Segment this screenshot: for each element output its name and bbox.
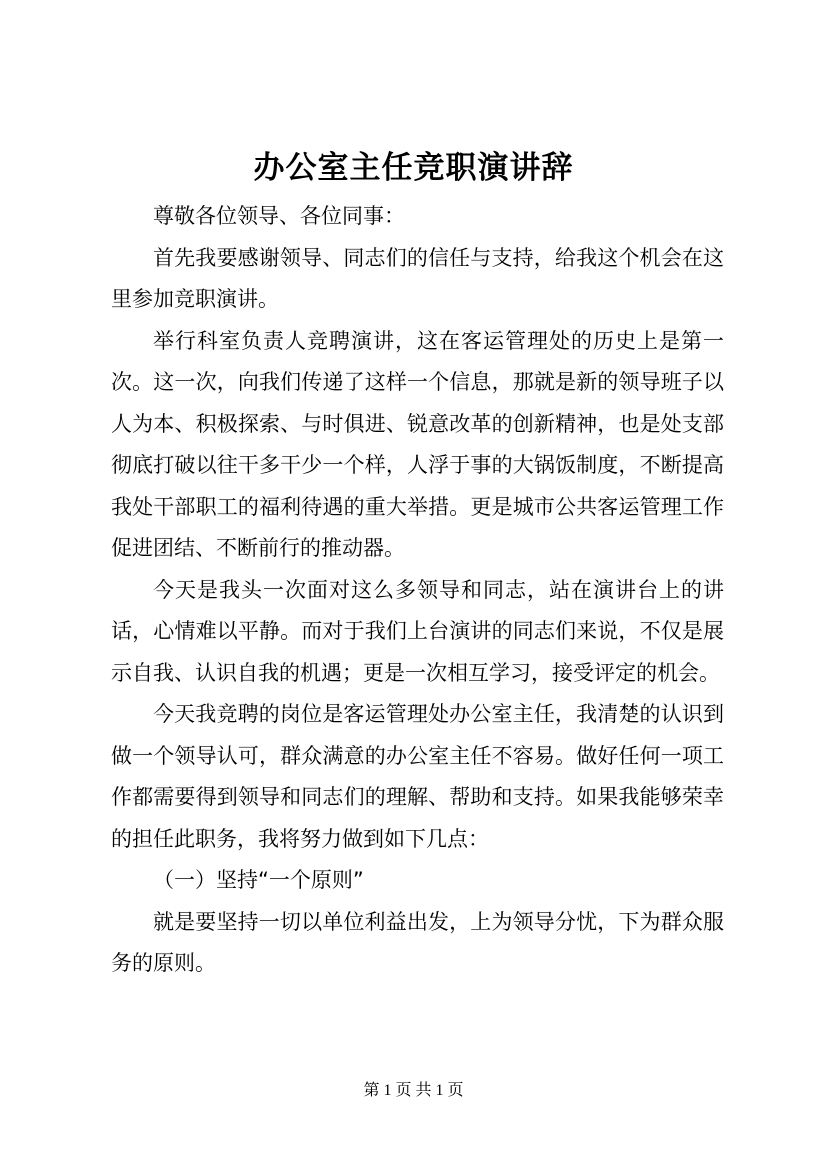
paragraph-thanks: 首先我要感谢领导、同志们的信任与支持，给我这个机会在这里参加竞职演讲。 (111, 245, 724, 311)
paragraph-significance: 举行科室负责人竞聘演讲，这在客运管理处的历史上是第一次。这一次，向我们传递了这样一个信息，那就是新的领导班子以人为本、积极探索、与时俱进、锐意改革的创新精神，也是处支部彻底打破以往干多干少一个样，人浮于事的大锅饭制度，不断提高我处干部职工的福利待遇的重大举措。更是城市公共客运管理工作促进团结、不断前行的推动器。 (111, 328, 724, 560)
section-heading-principle: （一）坚持“一个原则” (153, 868, 364, 892)
paragraph-principle: 就是要坚持一切以单位利益出发，上为领导分忧，下为群众服务的原则。 (111, 909, 724, 975)
paragraph-feelings: 今天是我头一次面对这么多领导和同志，站在演讲台上的讲话，心情难以平静。而对于我们上台演讲的同志们来说，不仅是展示自我、认识自我的机遇；更是一次相互学习，接受评定的机会。 (111, 577, 724, 685)
salutation: 尊敬各位领导、各位同事： (153, 204, 405, 228)
document-body (111, 196, 724, 985)
document-title: 办公室主任竞职演讲辞 (253, 150, 574, 186)
page-footer: 第 1 页 共 1 页 (363, 1082, 464, 1099)
paragraph-position: 今天我竞聘的岗位是客运管理处办公室主任，我清楚的认识到做一个领导认可，群众满意的办公室主任不容易。做好任何一项工作都需要得到领导和同志们的理解、帮助和支持。如果我能够荣幸的担任此职务，我将努力做到如下几点： (111, 702, 724, 851)
